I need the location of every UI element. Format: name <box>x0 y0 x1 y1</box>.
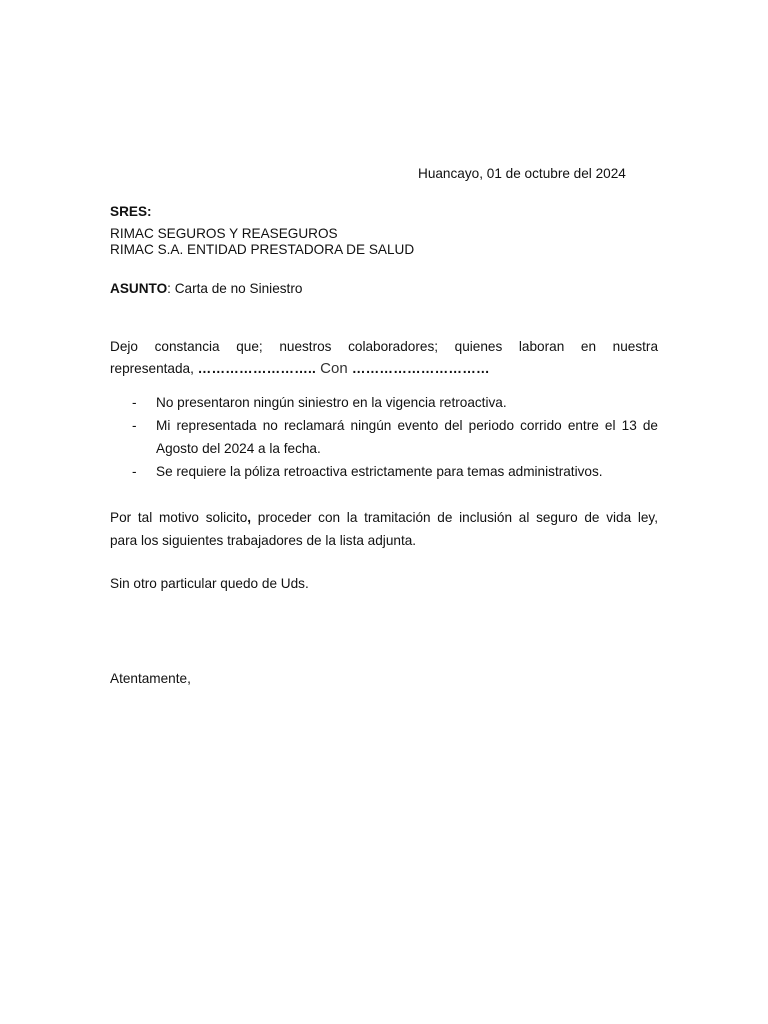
subject-label: ASUNTO <box>110 281 168 296</box>
request-line-1-end: proceder con la tramitación de inclusión al seguro de vida ley, <box>251 510 658 525</box>
bullet-dash: - <box>132 464 137 479</box>
closing-line: Atentamente, <box>110 671 191 686</box>
blank-dots-1: …………………….. <box>197 361 316 376</box>
bullet-text-line-2: Agosto del 2024 a la fecha. <box>156 441 321 456</box>
bullet-text: Se requiere la póliza retroactiva estrictamente para temas administrativos. <box>156 464 603 479</box>
intro-line-2-start: representada, <box>110 361 198 376</box>
subject-line <box>110 281 302 296</box>
bullet-dash: - <box>132 418 137 433</box>
intro-line-2 <box>110 361 490 376</box>
intro-line-1: Dejo constancia que; nuestros colaboradores; quienes laboran en nuestra <box>110 339 658 354</box>
blank-dots-2: ………………………… <box>351 361 490 376</box>
recipient-line-2: RIMAC S.A. ENTIDAD PRESTADORA DE SALUD <box>110 242 415 257</box>
salutation: SRES: <box>110 204 152 219</box>
date-line: Huancayo, 01 de octubre del 2024 <box>418 166 626 181</box>
request-paragraph <box>110 506 658 552</box>
bullet-list <box>110 391 658 483</box>
request-line-1 <box>110 506 658 529</box>
request-line-2: para los siguientes trabajadores de la lista adjunta. <box>110 533 417 548</box>
request-comma: , <box>247 510 252 525</box>
list-item <box>110 414 658 460</box>
list-item <box>110 460 658 483</box>
con-word: Con <box>315 360 352 377</box>
request-line-1-start: Por tal motivo solicito <box>110 510 248 525</box>
subject-text: : Carta de no Siniestro <box>167 281 303 296</box>
intro-paragraph <box>110 336 658 380</box>
list-item <box>110 391 658 414</box>
bullet-text: No presentaron ningún siniestro en la vigencia retroactiva. <box>156 395 507 410</box>
bullet-text-line-1: Mi representada no reclamará ningún evento del periodo corrido entre el 13 de <box>156 418 658 433</box>
farewell-line: Sin otro particular quedo de Uds. <box>110 576 309 591</box>
recipient-line-1: RIMAC SEGUROS Y REASEGUROS <box>110 226 338 241</box>
bullet-dash: - <box>132 395 137 410</box>
